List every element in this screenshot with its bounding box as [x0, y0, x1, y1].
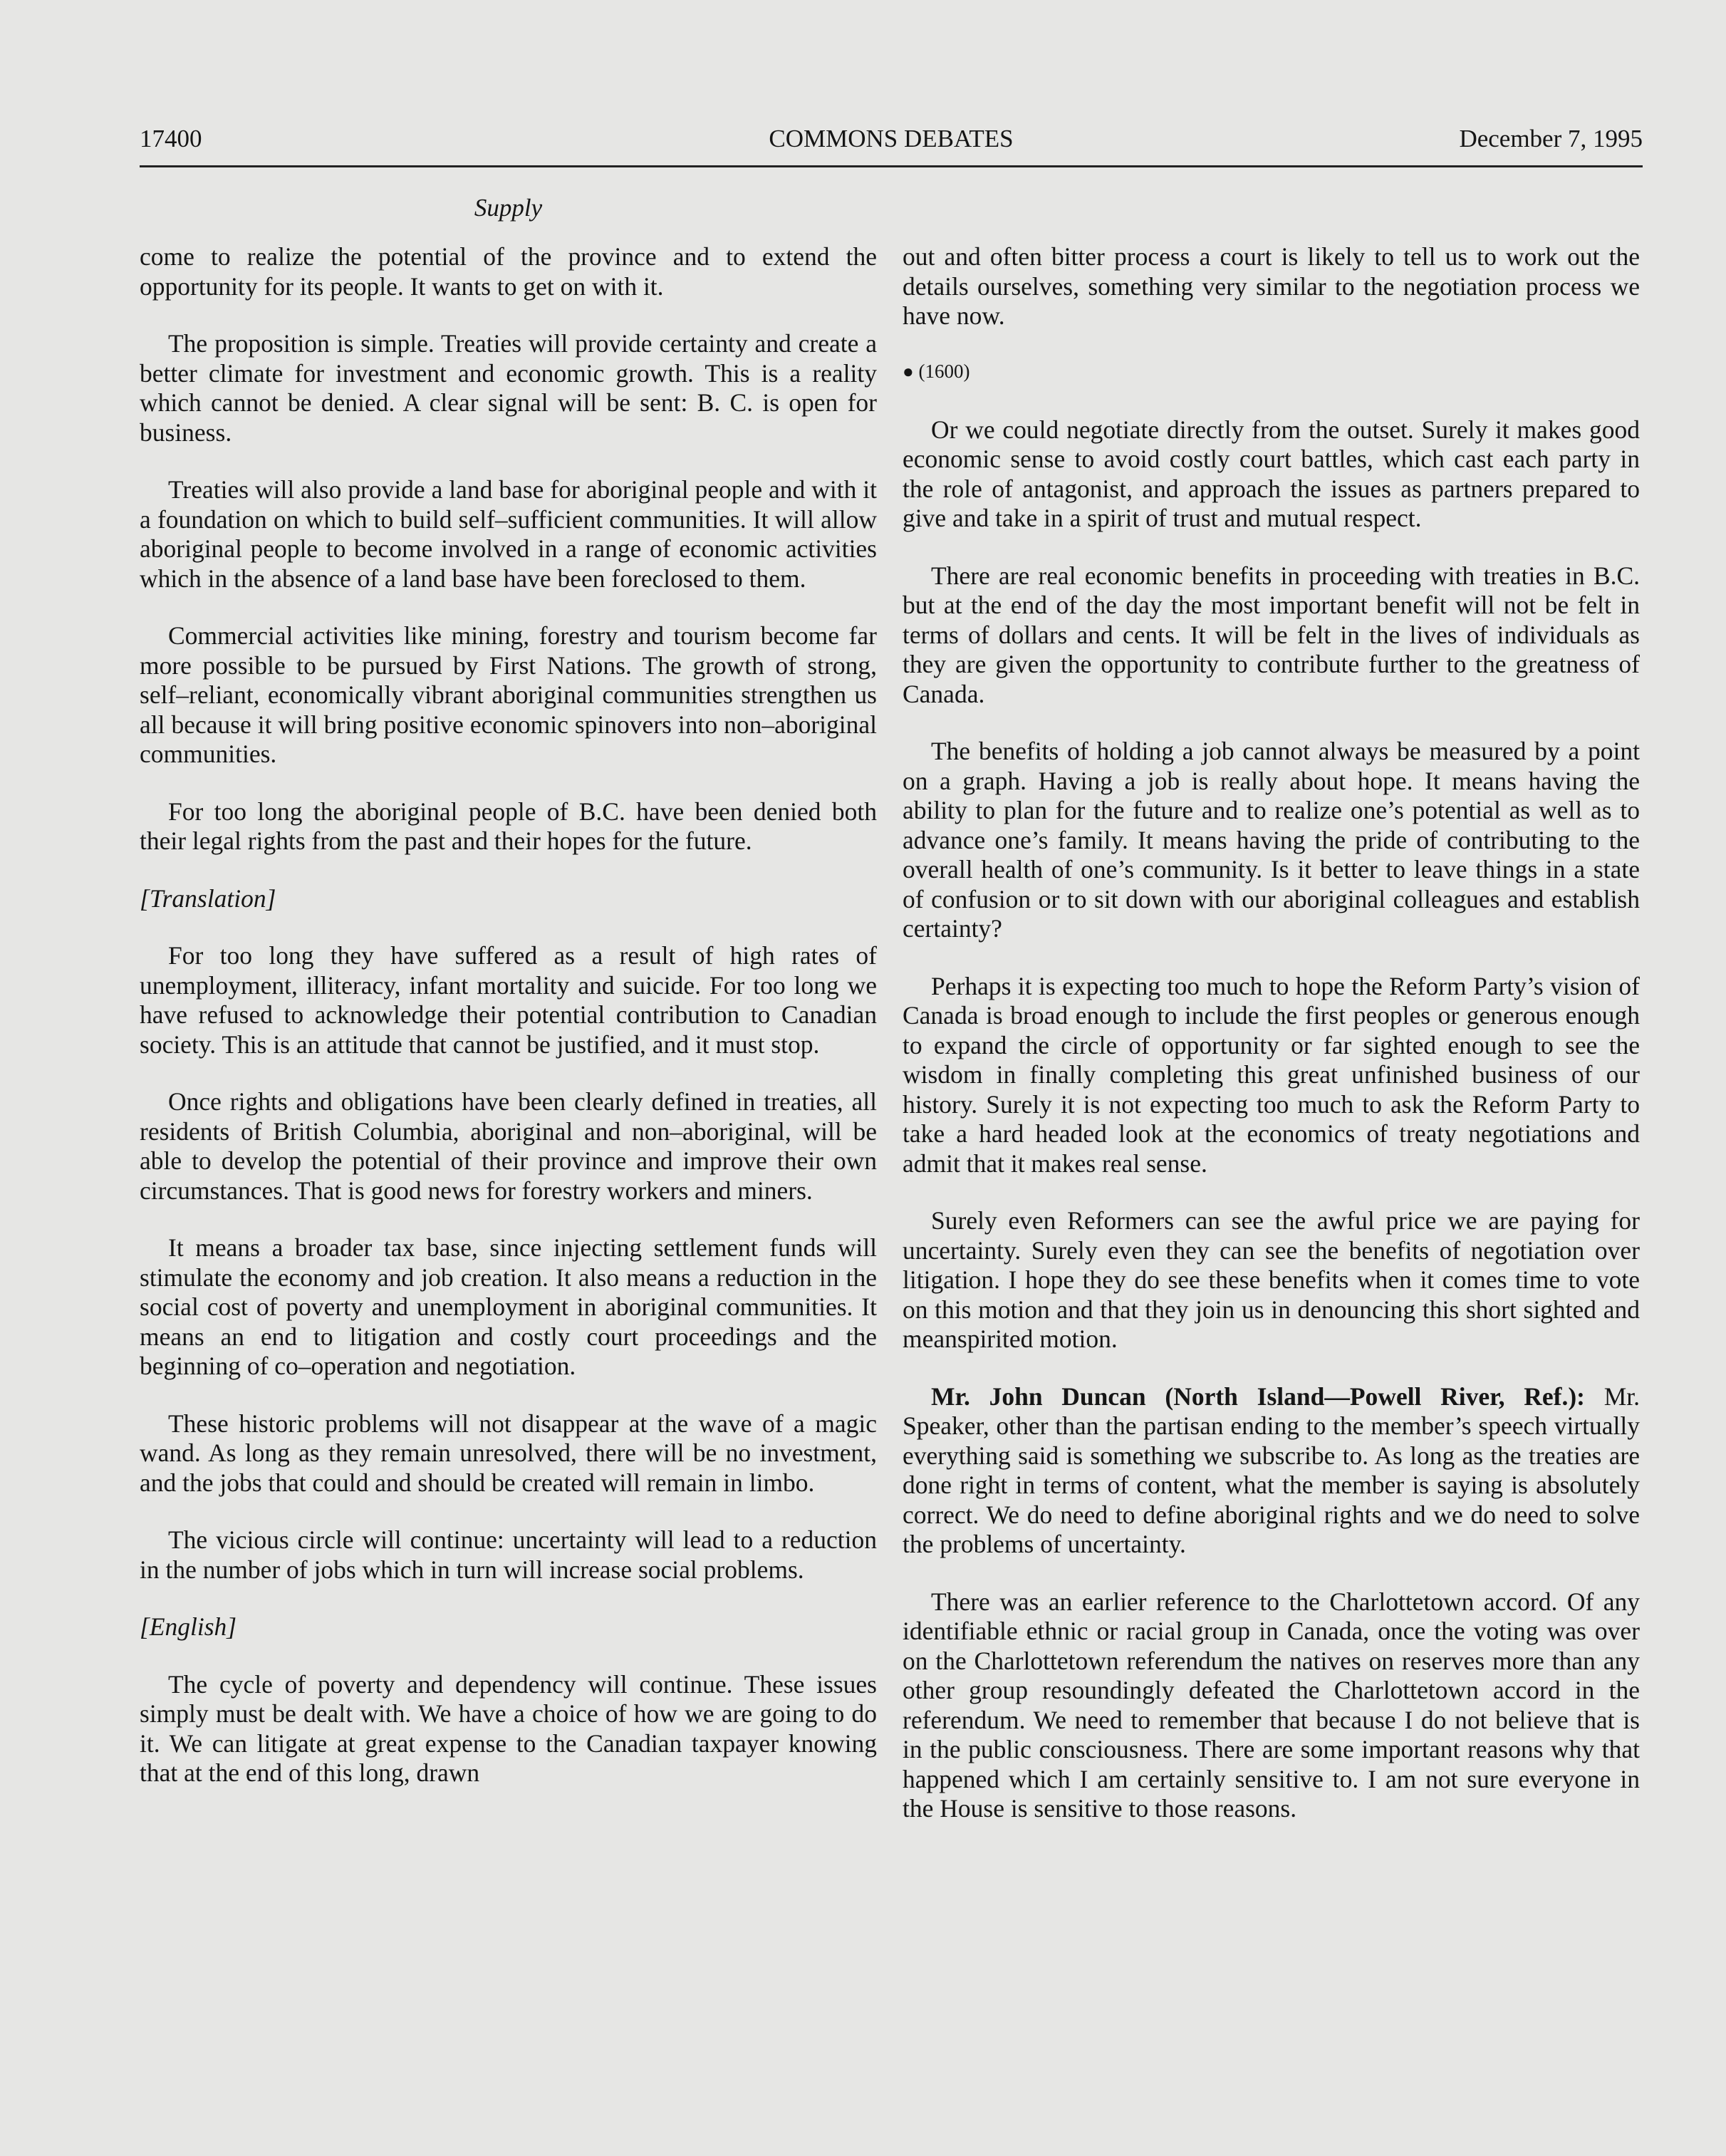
paragraph: Surely even Reformers can see the awful price we are paying for uncertainty. Surely even they can see the benefits of negotiation over litigation. I hope they do see these benefits when it comes time to vote on this motion and that they join us in denouncing this short sighted and meanspirited motion.	[903, 1206, 1640, 1353]
english-label: [English]	[140, 1612, 237, 1641]
paragraph: The benefits of holding a job cannot always be measured by a point on a graph. Having a job is really about hope. It means having the ability to plan for the future and to realize one’s potential as well as to advance one’s family. It means having the pride of contributing to the overall health of one’s community. Is it better to leave things in a state of confusion or to sit down with our aboriginal colleagues and establish certainty?	[903, 737, 1640, 943]
speaker-paragraph	[903, 1382, 1640, 1560]
page-number: 17400	[140, 125, 202, 152]
paragraph: For too long the aboriginal people of B.C. have been denied both their legal rights from the past and their hopes for the future.	[140, 797, 877, 855]
page-date: December 7, 1995	[1459, 125, 1643, 152]
paragraph: The vicious circle will continue: uncertainty will lead to a reduction in the number of jobs which in turn will increase social problems.	[140, 1525, 877, 1584]
paragraph: For too long they have suffered as a result of high rates of unemployment, illiteracy, infant mortality and suicide. For too long we have refused to acknowledge their potential contribution to Canadian society. This is an attitude that cannot be justified, and it must stop.	[140, 941, 877, 1059]
paragraph: out and often bitter process a court is likely to tell us to work out the details ourselves, something very similar to the negotiation process we have now.	[903, 242, 1640, 330]
paragraph: Treaties will also provide a land base for aboriginal people and with it a foundation on which to build self–sufficient communities. It will allow aboriginal people to become involved in a range of economic activities which in the absence of a land base have been foreclosed to them.	[140, 475, 877, 593]
paragraph: The cycle of poverty and dependency will continue. These issues simply must be dealt with. We have a choice of how we are going to do it. We can litigate at great expense to the Canadian taxpayer knowing that at the end of this long, drawn	[140, 1669, 877, 1787]
paragraph: come to realize the potential of the province and to extend the opportunity for its people. It wants to get on with it.	[140, 242, 877, 301]
speaker-name: Mr. John Duncan (North Island—Powell River, Ref.):	[931, 1382, 1585, 1411]
paragraph: Once rights and obligations have been clearly defined in treaties, all residents of British Columbia, aboriginal and non–aboriginal, will be able to develop the potential of their province and improve their own circumstances. That is good news for forestry workers and miners.	[140, 1087, 877, 1205]
right-column	[903, 242, 1640, 1852]
paragraph: Or we could negotiate directly from the outset. Surely it makes good economic sense to avoid costly court battles, which cast each party in the role of antagonist, and approach the issues as partners prepared to give and take in a spirit of trust and mutual respect.	[903, 415, 1640, 532]
left-column	[140, 242, 877, 1816]
speaker-text: Mr. Speaker, other than the partisan ending to the member’s speech virtually everything said is something we subscribe to. As long as the treaties are done right in terms of content, what the member is saying is absolutely correct. We do need to define aboriginal rights and we do need to solve the problems of uncertainty.	[903, 1382, 1640, 1558]
section-title: Supply	[474, 194, 543, 222]
paragraph: It means a broader tax base, since injecting settlement funds will stimulate the economy and job creation. It also means a reduction in the social cost of poverty and unemployment in aboriginal communities. It means an end to litigation and costly court proceedings and the beginning of co–operation and negotiation.	[140, 1233, 877, 1380]
paragraph: Perhaps it is expecting too much to hope the Reform Party’s vision of Canada is broad enough to include the first peoples or generous enough to expand the circle of opportunity or far sighted enough to see the wisdom in finally completing this great unfinished business of our history. Surely it is not expecting too much to ask the Reform Party to take a hard headed look at the economics of treaty negotiations and admit that it makes real sense.	[903, 971, 1640, 1178]
paragraph: The proposition is simple. Treaties will provide certainty and create a better climate for investment and economic growth. This is a reality which cannot be denied. A clear signal will be sent: B. C. is open for business.	[140, 329, 877, 447]
translation-label: [Translation]	[140, 883, 276, 913]
time-marker-text: (1600)	[918, 360, 970, 382]
paragraph: Commercial activities like mining, forestry and tourism become far more possible to be pursued by First Nations. The growth of strong, self–reliant, economically vibrant aboriginal communities strengthen us all because it will bring positive economic spinovers into non–aboriginal communities.	[140, 621, 877, 768]
publication-title: COMMONS DEBATES	[769, 125, 1014, 152]
paragraph: These historic problems will not disappear at the wave of a magic wand. As long as they remain unresolved, there will be no investment, and the jobs that could and should be created will remain in limbo.	[140, 1409, 877, 1497]
bullet-icon: ●	[903, 361, 914, 382]
paragraph: There was an earlier reference to the Charlottetown accord. Of any identifiable ethnic or racial group in Canada, once the voting was over on the Charlottetown referendum the natives on reserves more than any other group resoundingly defeated the Charlottetown accord in the referendum. We need to remember that because I do not believe that is in the public consciousness. There are some important reasons why that happened which I am certainly sensitive to. I am not sure everyone in the House is sensitive to those reasons.	[903, 1587, 1640, 1823]
page-header	[140, 125, 1643, 167]
paragraph: There are real economic benefits in proceeding with treaties in B.C. but at the end of the day the most important benefit will not be felt in terms of dollars and cents. It will be felt in the lives of individuals as they are given the opportunity to contribute further to the greatness of Canada.	[903, 561, 1640, 708]
header-rule	[140, 165, 1643, 167]
time-marker	[903, 359, 1640, 384]
